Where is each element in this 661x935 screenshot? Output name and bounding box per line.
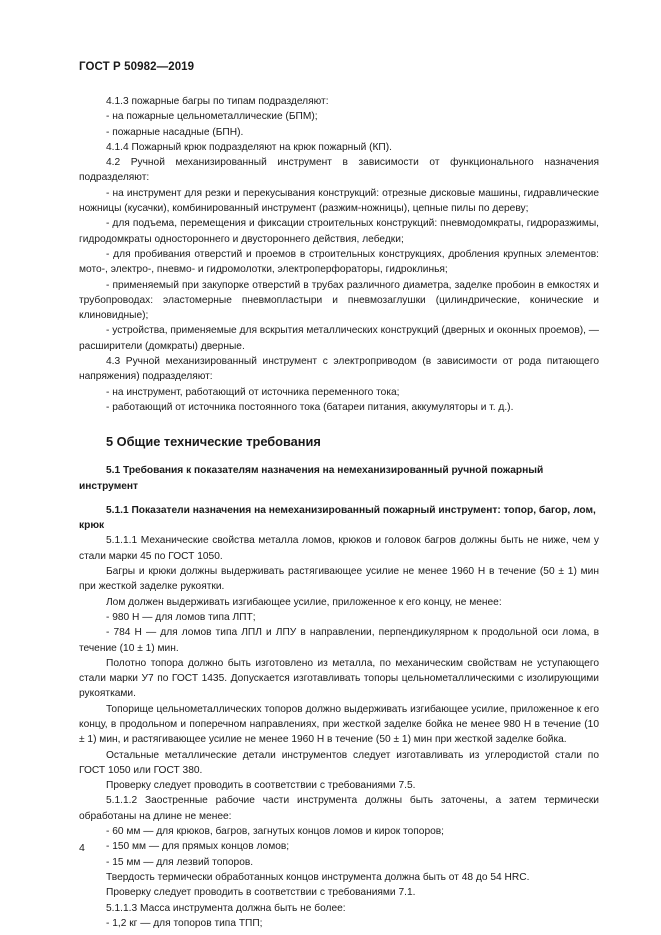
paragraph: Проверку следует проводить в соответствии с требованиями 7.1. [106, 887, 416, 899]
list-item: - 980 Н — для ломов типа ЛПТ; [106, 611, 256, 623]
paragraph: Полотно топора должно быть изготовлено из металла, по механическим свойствам не уступающего стали марки У7 по ГОСТ 1435. Допускается изготавливать топоры цельнометаллическими с изолирующими рукоятками. [79, 657, 599, 700]
list-item: - для подъема, перемещения и фиксации строительных конструкций: пневмодомкраты, гидроразжимы, гидродомкраты одностороннего и двустороннего действия, лебедки; [79, 218, 599, 245]
list-item: - 150 мм — для прямых концов ломов; [106, 841, 290, 853]
subsection-heading: 5.1 Требования к показателям назначения на немеханизированный ручной пожарный инструмент [79, 465, 544, 492]
paragraph: Топорище цельнометаллических топоров должно выдерживать изгибающее усилие, приложенное к его концу, в продольном и поперечном направлениях, при жесткой заделке бойка не менее 980 Н в течение (10 ± 1) мин, и растягивающее усилие не менее 1960 Н в течение (50 ± 1) мин при жесткой заделке бойка. [79, 703, 599, 746]
paragraph: 5.1.1.1 Механические свойства металла ломов, крюков и головок багров должны быть не ниже, чем у стали марки 45 по ГОСТ 1050. [79, 535, 599, 562]
list-item: - применяемый при закупорке отверстий в трубах различного диаметра, заделке пробоин в емкостях и трубопроводах: эластомерные пневмопластыри и пневмозаглушки (цилиндрические, конические и клиновидные); [79, 279, 599, 322]
page-number: 4 [79, 842, 85, 854]
list-item: - на инструмент, работающий от источника переменного тока; [106, 386, 400, 398]
list-item: - 1,2 кг — для топоров типа ТПП; [106, 917, 263, 929]
list-item: - на инструмент для резки и перекусывания конструкций: отрезные дисковые машины, гидравлические ножницы (кусачки), комбинированный инструмент (разжим-ножницы), цепные пилы по дереву; [79, 187, 599, 215]
list-item: - для пробивания отверстий и проемов в строительных конструкциях, дробления крупных элементов: мото-, электро-, пневмо- и гидромолотки, электроперфораторы, гидроклинья; [79, 248, 599, 276]
paragraph: Багры и крюки должны выдерживать растягивающее усилие не менее 1960 Н в течение (50 ± 1) мин при жесткой заделке рукоятки. [79, 566, 599, 593]
list-item: - 784 Н — для ломов типа ЛПЛ и ЛПУ в направлении, перпендикулярном к продольной оси лома, в течение (10 ± 1) мин. [79, 627, 599, 654]
paragraph: 4.1.3 пожарные багры по типам подразделяют: [106, 96, 329, 107]
paragraph: Остальные металлические детали инструментов следует изготавливать из углеродистой стали по ГОСТ 1050 или ГОСТ 380. [79, 749, 599, 776]
paragraph: Твердость термически обработанных концов инструмента должна быть от 48 до 54 HRC. [106, 871, 530, 883]
list-item: - устройства, применяемые для вскрытия металлических конструкций (дверных и оконных проемов), — расширители (домкраты) дверные. [79, 325, 599, 352]
list-item: - работающий от источника постоянного тока (батареи питания, аккумуляторы и т. д.). [106, 401, 514, 413]
paragraph: 4.1.4 Пожарный крюк подразделяют на крюк пожарный (КП). [106, 141, 392, 153]
paragraph: Проверку следует проводить в соответствии с требованиями 7.5. [106, 780, 416, 792]
list-item: - 15 мм — для лезвий топоров. [106, 856, 254, 868]
document-body [79, 94, 599, 931]
list-item: - 60 мм — для крюков, багров, загнутых концов ломов и кирок топоров; [106, 826, 445, 838]
paragraph: 4.3 Ручной механизированный инструмент с электроприводом (в зависимости от рода питающего напряжения) подразделяют: [79, 356, 599, 383]
list-item: - пожарные насадные (БПН). [106, 126, 244, 138]
section-heading: 5 Общие технические требования [106, 434, 321, 450]
paragraph: 5.1.1.2 Заостренные рабочие части инструмента должны быть заточены, а затем термически обработаны на длине не менее: [79, 795, 599, 822]
subsection-heading: 5.1.1 Показатели назначения на немеханизированный пожарный инструмент: топор, багор, лом, крюк [79, 504, 596, 532]
paragraph: Лом должен выдерживать изгибающее усилие, приложенное к его концу, не менее: [106, 596, 502, 608]
paragraph: 4.2 Ручной механизированный инструмент в зависимости от функционального назначения подразделяют: [79, 157, 599, 184]
list-item: - на пожарные цельнометаллические (БПМ); [106, 111, 318, 123]
paragraph: 5.1.1.3 Масса инструмента должна быть не более: [106, 902, 346, 914]
standard-header: ГОСТ Р 50982—2019 [79, 61, 195, 73]
